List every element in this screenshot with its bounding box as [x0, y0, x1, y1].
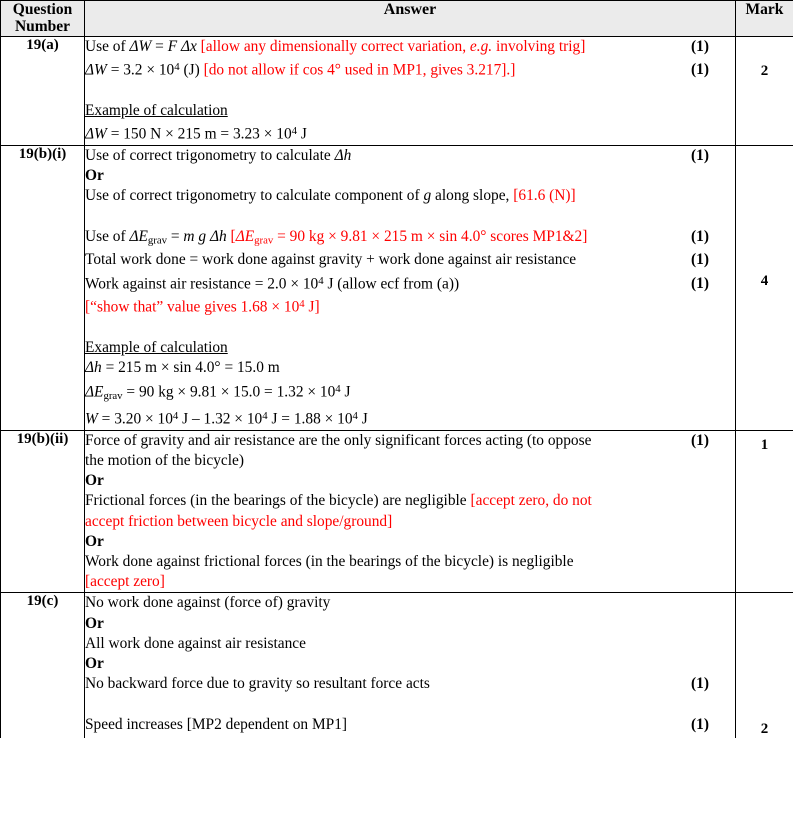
answer-line — [85, 57, 735, 81]
answer-text-segment: Use of correct trigonometry to calculate component of — [85, 187, 424, 205]
answer-line-text — [85, 271, 691, 295]
answer-line-text — [85, 338, 691, 358]
answer-line-text — [85, 146, 691, 166]
answer-text-segment: Use of correct trigonometry to calculate — [85, 146, 335, 164]
answer-text-segment: = 90 kg × 9.81 × 215 m × sin 4.0° scores MP1&2] — [273, 227, 588, 245]
answer-text-segment: along slope, — [431, 187, 514, 205]
mark-point-score: (1) — [691, 146, 709, 164]
answer-text-segment: [ — [226, 227, 236, 245]
answer-text-segment: All work done against air resistance — [85, 634, 306, 652]
answer-line-text — [85, 552, 691, 572]
question-number-header-line1: Question — [12, 1, 73, 18]
answer-line — [85, 654, 735, 674]
answer-text-segment: = 215 m × sin 4.0° = 15.0 m — [101, 359, 280, 377]
column-header-question-number — [1, 1, 85, 37]
answer-text-segment: Work done against frictional forces (in the bearings of the bicycle) is negligible — [85, 553, 574, 571]
answer-text-segment: accept friction between bicycle and slope/ground] — [85, 512, 393, 530]
answer-text-segment: J (allow ecf from (a)) — [323, 275, 460, 293]
answer-line — [85, 271, 735, 295]
answer-text-segment: F — [167, 37, 178, 55]
mark-point-score: (1) — [691, 251, 709, 269]
answer-line — [85, 186, 735, 206]
answer-text-segment: = 3.2 × 10 — [106, 61, 175, 79]
answer-line-text — [85, 572, 691, 592]
answer-line-text — [85, 431, 691, 451]
answer-line — [85, 431, 735, 451]
answer-text-segment: Use of — [85, 37, 130, 55]
answer-line — [85, 451, 735, 471]
answer-text-segment: [allow any dimensionally correct variation, — [196, 37, 470, 55]
answer-line-text — [85, 227, 691, 251]
answer-text-segment: Or — [85, 166, 104, 184]
answer-text-segment: (J) — [179, 61, 204, 79]
answer-text-segment: ΔE — [129, 227, 148, 245]
answer-line-text — [85, 654, 691, 674]
answer-text-segment: Frictional forces (in the bearings of the bicycle) are negligible — [85, 492, 471, 510]
answer-line-text — [85, 471, 691, 491]
mark-point-score: (1) — [691, 227, 709, 245]
answer-text-segment: J — [297, 125, 307, 143]
answer-text-segment: J – 1.32 × 10 — [178, 410, 263, 428]
answer-cell — [85, 36, 736, 145]
answer-text-segment: J — [357, 410, 368, 428]
answer-line-text — [85, 674, 691, 694]
answer-text-segment: [accept zero, do not — [470, 492, 592, 510]
column-header-mark: Mark — [736, 1, 793, 37]
answer-text-segment: grav — [147, 234, 168, 247]
answer-line — [85, 406, 735, 430]
mark-cell — [736, 145, 793, 430]
answer-spacer — [85, 81, 735, 101]
answer-line-text — [85, 593, 691, 613]
answer-line-text — [85, 166, 691, 186]
answer-line-text — [85, 512, 691, 532]
answer-text-segment: = 3.20 × 10 — [97, 410, 173, 428]
column-header-answer: Answer — [85, 1, 736, 37]
answer-text-segment: Or — [85, 655, 104, 673]
answer-line-text — [85, 715, 691, 735]
answer-line-text — [85, 491, 691, 511]
answer-text-segment: the motion of the bicycle) — [85, 452, 244, 469]
answer-line — [85, 37, 735, 57]
answer-text-segment: ΔW — [129, 37, 152, 55]
answer-text-segment: 4 — [291, 125, 298, 138]
mark-total: 4 — [760, 272, 769, 289]
answer-line-text — [85, 57, 691, 81]
answer-line — [85, 491, 735, 511]
answer-text-segment: g — [423, 187, 432, 205]
answer-cell — [85, 430, 736, 593]
mark-point-score: (1) — [691, 37, 709, 55]
answer-text-segment: ΔW — [85, 125, 107, 143]
question-number-cell: 19(c) — [1, 593, 85, 738]
answer-text-segment: [61.6 (N)] — [513, 187, 576, 205]
question-number-cell: 19(b)(ii) — [1, 430, 85, 593]
answer-text-segment: Speed increases [MP2 dependent on MP1] — [85, 715, 348, 733]
answer-text-segment: grav — [254, 234, 274, 247]
answer-text-segment: Example of calculation — [85, 339, 228, 357]
mark-cell — [736, 36, 793, 145]
answer-line — [85, 227, 735, 251]
answer-cell — [85, 145, 736, 430]
answer-text-segment: Δh — [209, 227, 227, 245]
mark-point-score: (1) — [691, 715, 709, 733]
answer-line-text — [85, 634, 691, 654]
answer-line — [85, 379, 735, 406]
answer-line-text — [85, 532, 691, 552]
answer-text-segment: grav — [103, 389, 123, 402]
answer-text-segment: 4 — [352, 410, 358, 423]
table-row — [1, 36, 793, 145]
question-number-cell: 19(b)(i) — [1, 145, 85, 430]
answer-text-segment: 4 — [172, 410, 179, 423]
answer-text-segment: g — [198, 227, 207, 245]
answer-line-text — [85, 358, 691, 378]
answer-line-text — [85, 250, 691, 270]
answer-text-segment: = 90 kg × 9.81 × 15.0 = 1.32 × 10 — [122, 383, 336, 401]
answer-text-segment: No backward force due to gravity so resultant force acts — [85, 675, 430, 693]
mark-total: 2 — [760, 720, 769, 737]
answer-text-segment: No work done against (force of) gravity — [85, 594, 331, 612]
answer-text-segment: J] — [304, 298, 320, 316]
answer-text-segment: J = 1.88 × 10 — [267, 410, 353, 428]
answer-text-segment: Work against air resistance = 2.0 × 10 — [85, 275, 319, 293]
answer-text-segment: ΔW — [85, 61, 107, 79]
answer-line — [85, 121, 735, 145]
answer-text-segment: e.g. — [469, 37, 493, 55]
answer-text-segment: [do not allow if cos 4° used in MP1, gives 3.217].] — [203, 61, 516, 79]
answer-text-segment: = 150 N × 215 m = 3.23 × 10 — [106, 125, 292, 143]
mark-cell — [736, 430, 793, 593]
answer-text-segment: W — [85, 410, 98, 428]
mark-point-score: (1) — [691, 431, 709, 449]
answer-text-segment: involving trig] — [492, 37, 586, 55]
answer-text-segment: 4 — [335, 382, 341, 395]
question-number-header-line2: Number — [14, 18, 71, 36]
question-number-cell: 19(a) — [1, 36, 85, 145]
answer-text-segment: ΔE — [85, 383, 104, 401]
answer-text-segment: m — [183, 227, 195, 245]
mark-cell — [736, 593, 793, 738]
answer-text-segment: ΔE — [235, 227, 255, 245]
answer-line — [85, 250, 735, 270]
answer-text-segment: Force of gravity and air resistance are the only significant forces acting (to oppose — [85, 431, 592, 449]
answer-line — [85, 294, 735, 318]
answer-line-text — [85, 121, 691, 145]
mark-point-score: (1) — [691, 275, 709, 293]
answer-line — [85, 512, 735, 532]
answer-line — [85, 358, 735, 378]
answer-line-text — [85, 294, 691, 318]
answer-line-text — [85, 451, 691, 471]
mark-scheme-body — [1, 36, 793, 737]
answer-spacer — [85, 318, 735, 338]
answer-line-text — [85, 186, 691, 206]
mark-point-score: (1) — [691, 675, 709, 693]
answer-text-segment: J — [340, 383, 351, 401]
answer-text-segment: Δh — [85, 359, 102, 377]
answer-line-text — [85, 101, 691, 121]
answer-text-segment: Or — [85, 472, 104, 490]
answer-text-segment: 4 — [174, 60, 180, 73]
answer-line — [85, 572, 735, 592]
answer-line — [85, 634, 735, 654]
answer-text-segment: Δh — [334, 146, 352, 164]
answer-text-segment: = — [167, 227, 184, 245]
answer-text-segment: Δx — [177, 37, 197, 55]
answer-spacer — [85, 694, 735, 714]
answer-text-segment: = — [151, 37, 168, 55]
answer-line-text — [85, 37, 691, 57]
mark-point-score: (1) — [691, 61, 709, 79]
answer-line — [85, 552, 735, 572]
table-row — [1, 145, 793, 430]
answer-line — [85, 166, 735, 186]
answer-text-segment: Or — [85, 614, 104, 632]
answer-text-segment: Example of calculation — [85, 101, 228, 119]
mark-total: 1 — [760, 436, 769, 453]
answer-text-segment: [“show that” value gives 1.68 × 10 — [85, 298, 300, 316]
table-row — [1, 593, 793, 738]
answer-spacer — [85, 206, 735, 226]
answer-line — [85, 101, 735, 121]
answer-text-segment: [accept zero] — [85, 573, 165, 591]
answer-line — [85, 593, 735, 613]
answer-line — [85, 674, 735, 694]
answer-text-segment: Use of — [85, 227, 130, 245]
answer-line — [85, 614, 735, 634]
answer-line — [85, 532, 735, 552]
answer-line — [85, 338, 735, 358]
mark-total: 2 — [760, 62, 769, 79]
answer-line — [85, 471, 735, 491]
answer-line — [85, 715, 735, 735]
answer-line-text — [85, 379, 691, 406]
answer-text-segment: 4 — [318, 274, 324, 287]
table-row — [1, 430, 793, 593]
answer-text-segment: Or — [85, 532, 104, 550]
answer-text-segment: Total work done = work done against gravity + work done against air resistance — [85, 251, 577, 269]
answer-text-segment: 4 — [262, 410, 268, 423]
answer-line — [85, 146, 735, 166]
answer-line-text — [85, 614, 691, 634]
answer-line-text — [85, 406, 691, 430]
answer-text-segment: 4 — [299, 298, 305, 311]
table-header-row — [1, 1, 793, 37]
answer-cell — [85, 593, 736, 738]
